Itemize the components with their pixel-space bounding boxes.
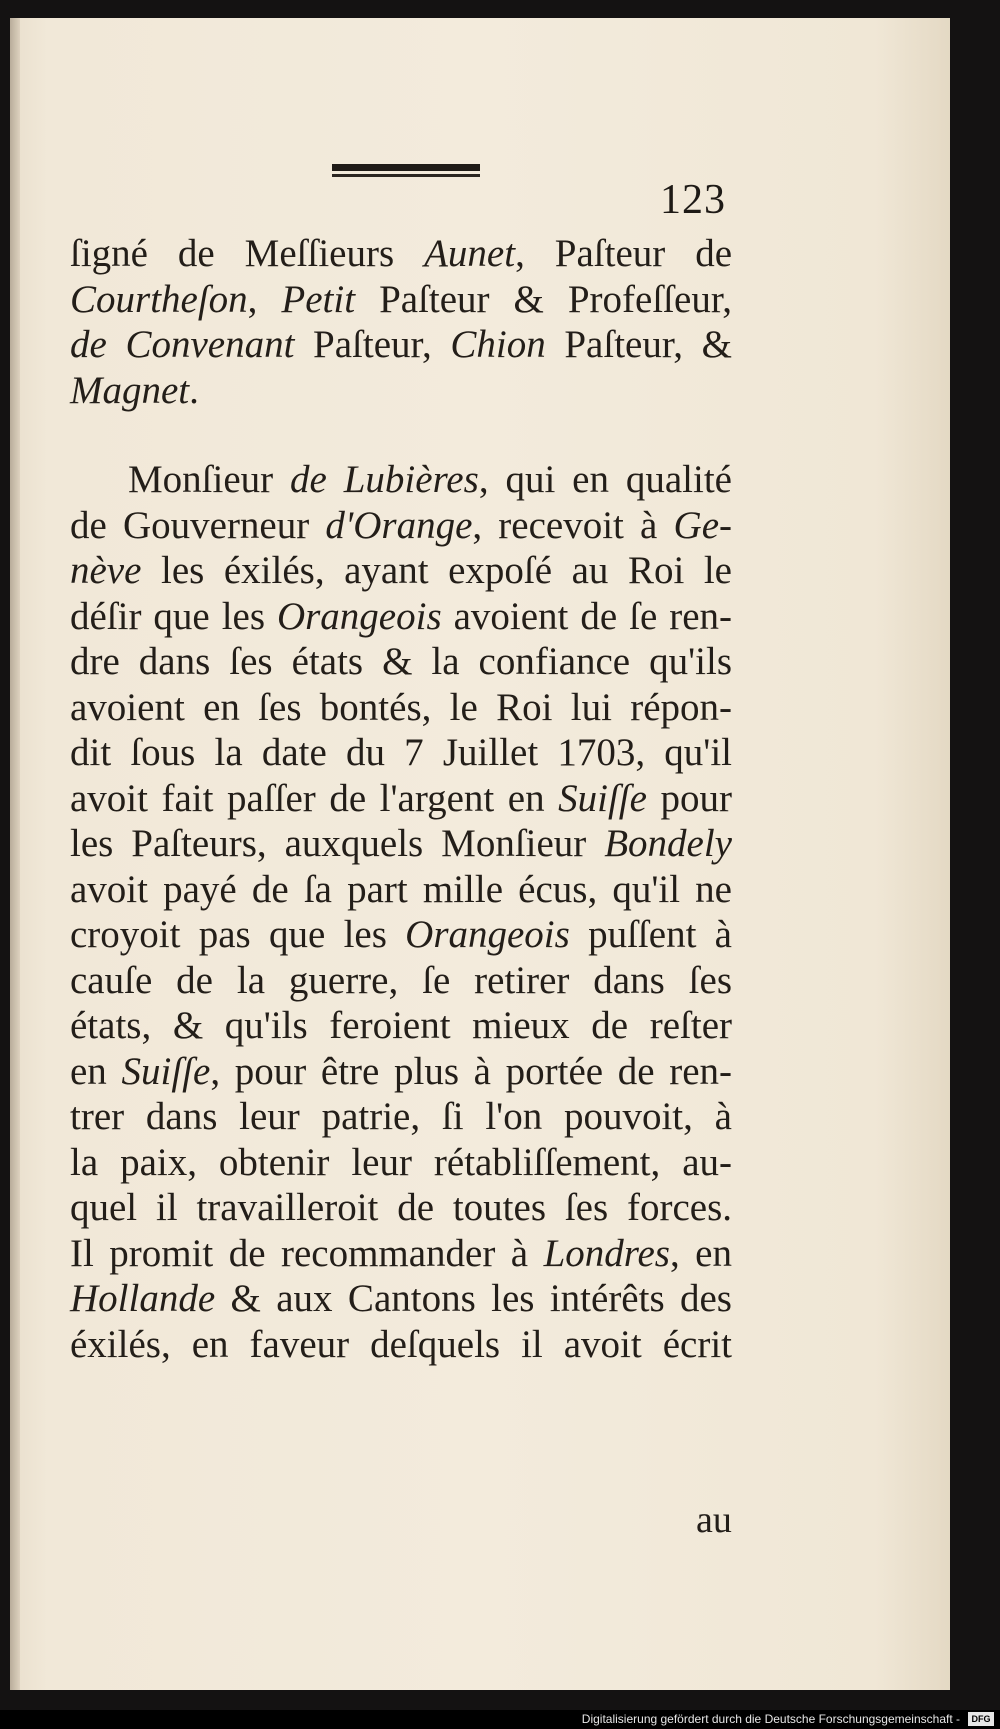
catchword: au (696, 1499, 732, 1541)
roman-text: dit ſous la date du 7 Juillet 1703, qu'il (70, 731, 732, 774)
header-ornament-rule (332, 164, 480, 180)
roman-text: avoient de ſe ren- (441, 594, 732, 638)
roman-text: ſigné de Meſſieurs (70, 232, 425, 275)
roman-text: dre dans ſes états & la confiance qu'ils (70, 640, 732, 683)
paragraph-2-line (70, 1321, 732, 1369)
paragraph-2-line (70, 638, 732, 686)
roman-text: , pour être plus à portée de ren- (210, 1049, 733, 1093)
italic-text: Suiſſe (558, 776, 647, 820)
roman-text: les éxilés, ayant expoſé au Roi le (141, 549, 732, 592)
italic-text: Aunet (424, 232, 516, 275)
roman-text: les Paſteurs, auxquels Monſieur (70, 822, 605, 865)
paragraph-2-line (70, 957, 732, 1005)
paragraph-2-line (70, 1002, 732, 1050)
paragraph-2-line (70, 1230, 732, 1278)
paragraph-2-line (70, 502, 732, 550)
roman-text: , recevoit à (472, 503, 674, 547)
roman-text: déſir que les (70, 594, 277, 638)
roman-text: . (189, 368, 199, 412)
italic-text: Orangeois (405, 913, 570, 956)
paragraph-2-line (128, 456, 732, 504)
roman-text: quel il travailleroit de toutes ſes forces. (70, 1186, 732, 1229)
italic-text: Magnet (70, 368, 190, 412)
paragraph-2-line (70, 866, 732, 914)
roman-text: Il promit de recommander à (70, 1231, 544, 1275)
book-page (10, 18, 950, 1690)
paragraph-2-line (70, 1275, 732, 1323)
paragraph-1-line (70, 230, 732, 278)
italic-text: nève (70, 549, 142, 592)
ornament-thick-line (332, 164, 480, 171)
roman-text: croyoit pas que les (70, 913, 406, 956)
italic-text: Londres (543, 1231, 670, 1275)
dfg-logo: DFG (968, 1712, 994, 1726)
roman-text: , en (669, 1231, 732, 1275)
roman-text: cauſe de la guerre, ſe retirer dans ſes (70, 958, 732, 1002)
italic-text: Chion (450, 323, 546, 366)
paragraph-1-line (70, 276, 732, 324)
roman-text: éxilés, en faveur deſquels il avoit écrit (70, 1322, 732, 1366)
roman-text: , (247, 277, 282, 321)
paragraph-2-line (70, 593, 732, 641)
roman-text: en (70, 1049, 122, 1093)
roman-text: pour (646, 776, 732, 820)
paragraph-2-line (70, 1048, 732, 1096)
paragraph-2-line (70, 1139, 732, 1187)
paragraph-2-line (70, 911, 732, 959)
roman-text: de Gouverneur (70, 503, 326, 547)
roman-text: Paſteur & Profeſſeur, (355, 277, 732, 321)
paragraph-2-line (70, 1093, 732, 1141)
roman-text: , Paſteur de (515, 232, 733, 275)
roman-text: avoit fait paſſer de l'argent en (70, 776, 559, 820)
roman-text: , qui en qualité (478, 458, 732, 501)
roman-text: Paſteur, & (545, 323, 732, 366)
page-gutter (10, 18, 20, 1690)
paragraph-2-line (70, 775, 732, 823)
italic-text: Bondely (604, 822, 732, 865)
roman-text: trer dans leur patrie, ſi l'on pouvoit, à (70, 1095, 732, 1138)
italic-text: Suiſſe (121, 1049, 211, 1093)
italic-text: Petit (281, 277, 356, 321)
paragraph-2-line (70, 820, 732, 868)
italic-text: Hollande (70, 1277, 216, 1320)
ornament-thin-line (332, 174, 480, 177)
paragraph-2-line (70, 684, 732, 732)
roman-text: états, & qu'ils feroient mieux de reſter (70, 1004, 732, 1047)
roman-text: avoit payé de ſa part mille écus, qu'il ne (70, 867, 732, 911)
roman-text: Paſteur, (294, 323, 451, 366)
italic-text: Ge- (673, 503, 732, 547)
paragraph-1-line (70, 367, 732, 415)
roman-text: avoient en ſes bontés, le Roi lui répon- (70, 685, 732, 729)
italic-text: d'Orange (325, 503, 473, 547)
paragraph-2-line (70, 1184, 732, 1232)
italic-text: Courtheſon (70, 277, 248, 321)
page-number: 123 (660, 177, 726, 223)
roman-text: Monſieur (128, 458, 291, 501)
roman-text: & aux Cantons les intérêts des (215, 1277, 732, 1320)
roman-text: puſſent à (569, 913, 732, 956)
paragraph-2-line (70, 729, 732, 777)
italic-text: Orangeois (276, 594, 442, 638)
italic-text: de Convenant (70, 323, 295, 366)
paragraph-1-line (70, 321, 732, 369)
italic-text: de Lubières (290, 458, 479, 501)
roman-text: la paix, obtenir leur rétabliſſement, au- (70, 1140, 732, 1184)
funding-credit: Digitalisierung gefördert durch die Deutsche Forschungsgemeinschaft - (581, 1712, 960, 1726)
paragraph-2-line (70, 547, 732, 595)
